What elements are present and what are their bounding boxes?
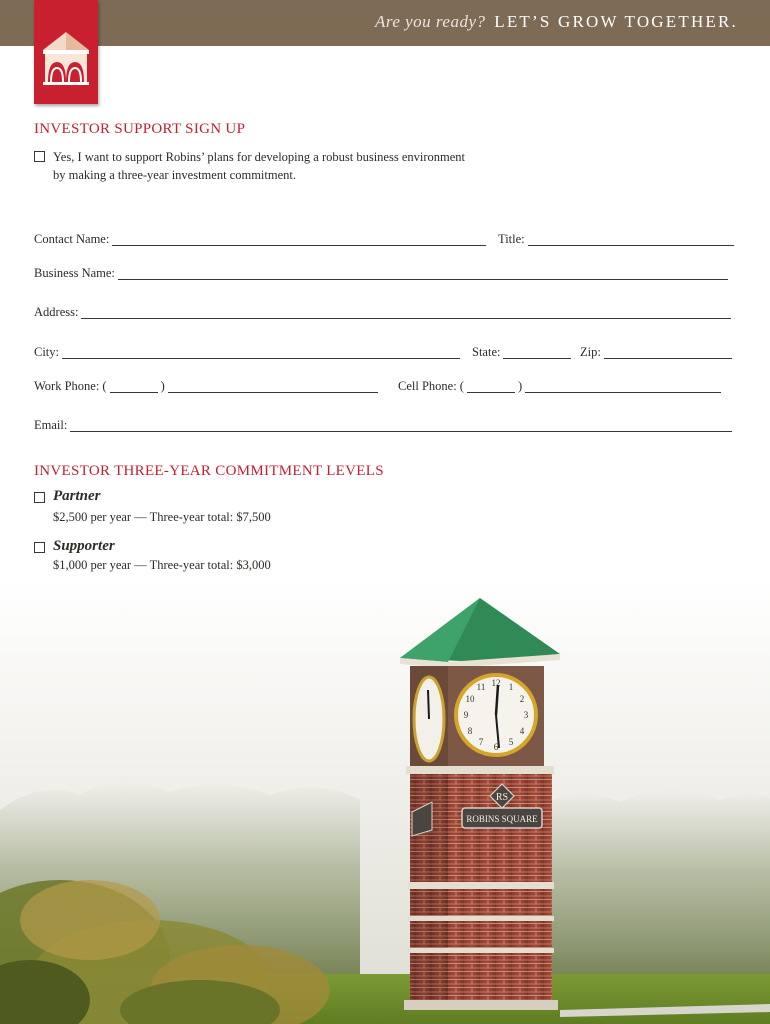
business-name-label: Business Name: — [34, 266, 115, 280]
numeral-1: 1 — [508, 682, 514, 692]
cell-phone-paren: ) — [517, 379, 523, 393]
form-row-city — [34, 343, 736, 359]
zip-field[interactable] — [580, 343, 732, 359]
state-input[interactable] — [503, 347, 571, 359]
pledge-checkbox[interactable] — [34, 151, 45, 162]
numeral-5: 5 — [508, 737, 514, 747]
address-input[interactable] — [81, 307, 731, 319]
level-name-partner: Partner — [53, 488, 101, 504]
form-row-contact — [34, 230, 736, 246]
state-field[interactable] — [472, 343, 571, 359]
clock-tower-photo — [0, 580, 770, 1024]
form-row-business — [34, 264, 736, 280]
address-field[interactable] — [34, 303, 731, 319]
form-row-phone — [34, 377, 736, 393]
state-label: State: — [472, 345, 501, 359]
tagline-main: LET’S GROW TOGETHER. — [494, 12, 738, 31]
pledge-line-1: Yes, I want to support Robins’ plans for developing a robust business environment — [53, 150, 465, 164]
numeral-3: 3 — [523, 710, 529, 720]
numeral-7: 7 — [478, 737, 484, 747]
work-phone-area-input[interactable] — [110, 381, 158, 393]
email-label: Email: — [34, 418, 68, 432]
form-row-email — [34, 416, 736, 432]
pledge-line-2: by making a three-year investment commitment. — [53, 168, 296, 182]
work-phone-field[interactable] — [34, 377, 378, 393]
email-input[interactable] — [70, 420, 732, 432]
level-price-supporter: $1,000 per year — Three-year total: $3,000 — [53, 558, 271, 572]
logo — [34, 0, 98, 104]
city-label: City: — [34, 345, 60, 359]
numeral-4: 4 — [519, 726, 525, 736]
level-name-supporter: Supporter — [53, 538, 115, 554]
robins-square-house-icon — [38, 30, 94, 96]
numeral-2: 2 — [519, 694, 525, 704]
tower-sign-monogram: RS — [495, 792, 509, 803]
title-label: Title: — [498, 232, 525, 246]
business-name-field[interactable] — [34, 264, 728, 280]
zip-input[interactable] — [604, 347, 732, 359]
business-name-input[interactable] — [118, 268, 728, 280]
city-input[interactable] — [62, 347, 460, 359]
cell-phone-number-input[interactable] — [525, 381, 721, 393]
tower-sign-text: ROBINS SQUARE — [466, 814, 538, 824]
email-field[interactable] — [34, 416, 732, 432]
cell-phone-label: Cell Phone: ( — [398, 379, 464, 393]
contact-name-label: Contact Name: — [34, 232, 110, 246]
contact-name-field[interactable] — [34, 230, 486, 246]
cell-phone-field[interactable] — [398, 377, 721, 393]
numeral-8: 8 — [467, 726, 473, 736]
numeral-9: 9 — [463, 710, 469, 720]
levels-title: INVESTOR THREE-YEAR COMMITMENT LEVELS — [34, 463, 384, 479]
numeral-10: 10 — [465, 694, 475, 704]
numeral-6: 6 — [493, 742, 499, 752]
address-label: Address: — [34, 305, 79, 319]
cell-phone-area-input[interactable] — [467, 381, 515, 393]
form-row-address — [34, 303, 736, 319]
work-phone-number-input[interactable] — [168, 381, 378, 393]
header-bar — [0, 0, 770, 46]
title-field[interactable] — [498, 230, 734, 246]
tagline-question: Are you ready? — [374, 12, 486, 31]
numeral-12: 12 — [491, 678, 501, 688]
zip-label: Zip: — [580, 345, 601, 359]
numeral-11: 11 — [476, 682, 486, 692]
clock-tower — [400, 598, 560, 1010]
work-phone-label: Work Phone: ( — [34, 379, 107, 393]
tagline — [375, 12, 738, 32]
title-input[interactable] — [528, 234, 734, 246]
contact-name-input[interactable] — [112, 234, 486, 246]
city-field[interactable] — [34, 343, 460, 359]
work-phone-paren: ) — [160, 379, 165, 393]
level-price-partner: $2,500 per year — Three-year total: $7,500 — [53, 510, 271, 524]
signup-title: INVESTOR SUPPORT SIGN UP — [34, 121, 246, 137]
supporter-checkbox[interactable] — [34, 542, 45, 553]
partner-checkbox[interactable] — [34, 492, 45, 503]
